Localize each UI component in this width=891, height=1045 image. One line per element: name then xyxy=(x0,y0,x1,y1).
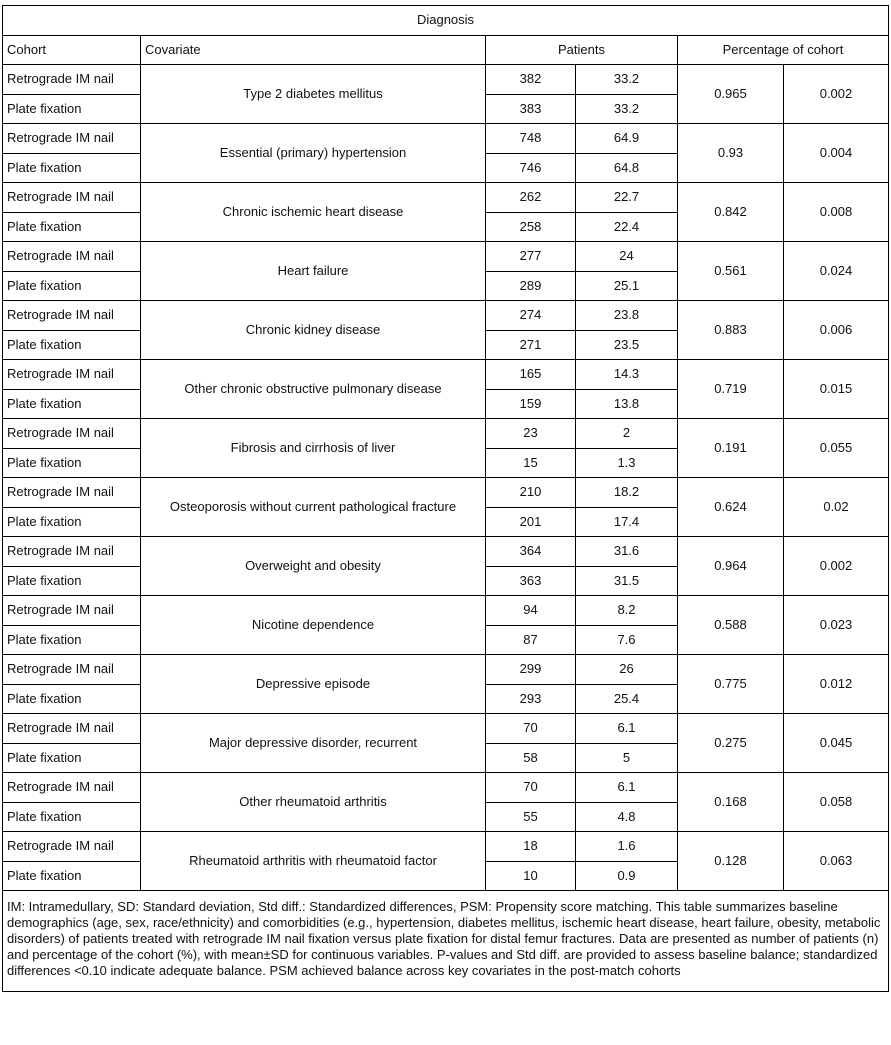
header-patients: Patients xyxy=(486,35,678,65)
patients-pct-cell: 8.2 xyxy=(576,596,678,626)
std-diff-cell: 0.004 xyxy=(784,124,889,183)
table-row xyxy=(3,773,889,803)
cohort-cell: Retrograde IM nail xyxy=(3,596,141,626)
std-diff-cell: 0.02 xyxy=(784,478,889,537)
cohort-cell: Plate fixation xyxy=(3,212,141,242)
patients-n-cell: 70 xyxy=(486,714,576,744)
patients-pct-cell: 22.7 xyxy=(576,183,678,213)
patients-pct-cell: 6.1 xyxy=(576,773,678,803)
table-row xyxy=(3,714,889,744)
patients-n-cell: 165 xyxy=(486,360,576,390)
std-diff-cell: 0.063 xyxy=(784,832,889,891)
patients-pct-cell: 17.4 xyxy=(576,507,678,537)
covariate-cell: Osteoporosis without current pathological fracture xyxy=(141,478,486,537)
table-row xyxy=(3,360,889,390)
patients-pct-cell: 25.4 xyxy=(576,684,678,714)
p-value-cell: 0.561 xyxy=(678,242,784,301)
covariate-cell: Type 2 diabetes mellitus xyxy=(141,65,486,124)
patients-pct-cell: 18.2 xyxy=(576,478,678,508)
table-row xyxy=(3,537,889,567)
table-row xyxy=(3,478,889,508)
covariate-cell: Chronic ischemic heart disease xyxy=(141,183,486,242)
table-row xyxy=(3,832,889,862)
table-row xyxy=(3,242,889,272)
patients-n-cell: 748 xyxy=(486,124,576,154)
covariate-cell: Other chronic obstructive pulmonary disease xyxy=(141,360,486,419)
patients-pct-cell: 22.4 xyxy=(576,212,678,242)
patients-n-cell: 363 xyxy=(486,566,576,596)
patients-n-cell: 87 xyxy=(486,625,576,655)
patients-n-cell: 159 xyxy=(486,389,576,419)
std-diff-cell: 0.023 xyxy=(784,596,889,655)
p-value-cell: 0.719 xyxy=(678,360,784,419)
cohort-cell: Plate fixation xyxy=(3,566,141,596)
header-percentage: Percentage of cohort xyxy=(678,35,889,65)
patients-n-cell: 383 xyxy=(486,94,576,124)
patients-n-cell: 258 xyxy=(486,212,576,242)
patients-pct-cell: 33.2 xyxy=(576,94,678,124)
p-value-cell: 0.883 xyxy=(678,301,784,360)
cohort-cell: Plate fixation xyxy=(3,507,141,537)
cohort-cell: Plate fixation xyxy=(3,625,141,655)
patients-n-cell: 23 xyxy=(486,419,576,449)
covariate-cell: Nicotine dependence xyxy=(141,596,486,655)
table-title-row xyxy=(3,6,889,36)
patients-pct-cell: 5 xyxy=(576,743,678,773)
std-diff-cell: 0.058 xyxy=(784,773,889,832)
covariate-cell: Depressive episode xyxy=(141,655,486,714)
p-value-cell: 0.128 xyxy=(678,832,784,891)
covariate-cell: Other rheumatoid arthritis xyxy=(141,773,486,832)
patients-pct-cell: 24 xyxy=(576,242,678,272)
table-row xyxy=(3,65,889,95)
patients-pct-cell: 31.6 xyxy=(576,537,678,567)
covariate-cell: Overweight and obesity xyxy=(141,537,486,596)
covariate-cell: Heart failure xyxy=(141,242,486,301)
std-diff-cell: 0.015 xyxy=(784,360,889,419)
std-diff-cell: 0.012 xyxy=(784,655,889,714)
cohort-cell: Retrograde IM nail xyxy=(3,183,141,213)
patients-n-cell: 10 xyxy=(486,861,576,891)
patients-pct-cell: 6.1 xyxy=(576,714,678,744)
p-value-cell: 0.191 xyxy=(678,419,784,478)
patients-n-cell: 210 xyxy=(486,478,576,508)
patients-pct-cell: 14.3 xyxy=(576,360,678,390)
patients-pct-cell: 31.5 xyxy=(576,566,678,596)
cohort-cell: Retrograde IM nail xyxy=(3,832,141,862)
std-diff-cell: 0.002 xyxy=(784,65,889,124)
patients-pct-cell: 23.8 xyxy=(576,301,678,331)
patients-n-cell: 94 xyxy=(486,596,576,626)
patients-n-cell: 55 xyxy=(486,802,576,832)
cohort-cell: Plate fixation xyxy=(3,802,141,832)
table-row xyxy=(3,655,889,685)
patients-n-cell: 18 xyxy=(486,832,576,862)
cohort-cell: Plate fixation xyxy=(3,330,141,360)
cohort-cell: Retrograde IM nail xyxy=(3,301,141,331)
patients-pct-cell: 23.5 xyxy=(576,330,678,360)
table-title: Diagnosis xyxy=(3,6,889,36)
patients-n-cell: 70 xyxy=(486,773,576,803)
table-row xyxy=(3,596,889,626)
covariate-cell: Rheumatoid arthritis with rheumatoid factor xyxy=(141,832,486,891)
patients-pct-cell: 64.8 xyxy=(576,153,678,183)
patients-pct-cell: 64.9 xyxy=(576,124,678,154)
cohort-cell: Retrograde IM nail xyxy=(3,242,141,272)
covariate-cell: Essential (primary) hypertension xyxy=(141,124,486,183)
patients-n-cell: 364 xyxy=(486,537,576,567)
p-value-cell: 0.624 xyxy=(678,478,784,537)
std-diff-cell: 0.006 xyxy=(784,301,889,360)
table-row xyxy=(3,183,889,213)
p-value-cell: 0.964 xyxy=(678,537,784,596)
p-value-cell: 0.588 xyxy=(678,596,784,655)
patients-n-cell: 58 xyxy=(486,743,576,773)
p-value-cell: 0.965 xyxy=(678,65,784,124)
patients-pct-cell: 4.8 xyxy=(576,802,678,832)
cohort-cell: Plate fixation xyxy=(3,389,141,419)
footnote-row xyxy=(3,891,889,992)
header-cohort: Cohort xyxy=(3,35,141,65)
std-diff-cell: 0.002 xyxy=(784,537,889,596)
covariate-cell: Chronic kidney disease xyxy=(141,301,486,360)
patients-n-cell: 201 xyxy=(486,507,576,537)
cohort-cell: Retrograde IM nail xyxy=(3,655,141,685)
patients-pct-cell: 33.2 xyxy=(576,65,678,95)
cohort-cell: Plate fixation xyxy=(3,448,141,478)
cohort-cell: Retrograde IM nail xyxy=(3,537,141,567)
patients-pct-cell: 0.9 xyxy=(576,861,678,891)
table-footnote: IM: Intramedullary, SD: Standard deviation, Std diff.: Standardized differences, PSM: Propensity score matching. This table summarizes baseline demographics (age, sex, race/ethnicity) and comorbidities (e.g., hypertension, diabetes mellitus, ischemic heart disease, heart failure, obesity, metabolic disorders) of patients treated with retrograde IM nail fixation versus plate fixation for distal femur fractures. Data are presented as number of patients (n) and percentage of the cohort (%), with mean±SD for continuous variables. P-values and Std diff. are provided to assess baseline balance; standardized differences <0.10 indicate adequate balance. PSM achieved balance across key covariates in the post-match cohorts xyxy=(3,891,889,992)
cohort-cell: Plate fixation xyxy=(3,94,141,124)
patients-n-cell: 289 xyxy=(486,271,576,301)
p-value-cell: 0.842 xyxy=(678,183,784,242)
cohort-cell: Retrograde IM nail xyxy=(3,478,141,508)
patients-n-cell: 271 xyxy=(486,330,576,360)
patients-pct-cell: 1.6 xyxy=(576,832,678,862)
std-diff-cell: 0.024 xyxy=(784,242,889,301)
cohort-cell: Plate fixation xyxy=(3,271,141,301)
p-value-cell: 0.775 xyxy=(678,655,784,714)
covariate-cell: Fibrosis and cirrhosis of liver xyxy=(141,419,486,478)
header-covariate: Covariate xyxy=(141,35,486,65)
cohort-cell: Retrograde IM nail xyxy=(3,124,141,154)
cohort-cell: Plate fixation xyxy=(3,684,141,714)
table-row xyxy=(3,124,889,154)
std-diff-cell: 0.055 xyxy=(784,419,889,478)
patients-pct-cell: 25.1 xyxy=(576,271,678,301)
cohort-cell: Plate fixation xyxy=(3,153,141,183)
cohort-cell: Plate fixation xyxy=(3,743,141,773)
patients-n-cell: 382 xyxy=(486,65,576,95)
std-diff-cell: 0.008 xyxy=(784,183,889,242)
patients-pct-cell: 13.8 xyxy=(576,389,678,419)
patients-n-cell: 299 xyxy=(486,655,576,685)
p-value-cell: 0.93 xyxy=(678,124,784,183)
diagnosis-table xyxy=(2,5,889,992)
p-value-cell: 0.168 xyxy=(678,773,784,832)
cohort-cell: Retrograde IM nail xyxy=(3,65,141,95)
patients-pct-cell: 1.3 xyxy=(576,448,678,478)
patients-n-cell: 274 xyxy=(486,301,576,331)
patients-n-cell: 746 xyxy=(486,153,576,183)
patients-n-cell: 15 xyxy=(486,448,576,478)
std-diff-cell: 0.045 xyxy=(784,714,889,773)
table-row xyxy=(3,301,889,331)
cohort-cell: Retrograde IM nail xyxy=(3,773,141,803)
covariate-cell: Major depressive disorder, recurrent xyxy=(141,714,486,773)
cohort-cell: Plate fixation xyxy=(3,861,141,891)
cohort-cell: Retrograde IM nail xyxy=(3,419,141,449)
cohort-cell: Retrograde IM nail xyxy=(3,714,141,744)
patients-pct-cell: 7.6 xyxy=(576,625,678,655)
patients-n-cell: 293 xyxy=(486,684,576,714)
cohort-cell: Retrograde IM nail xyxy=(3,360,141,390)
table-row xyxy=(3,419,889,449)
patients-pct-cell: 2 xyxy=(576,419,678,449)
patients-pct-cell: 26 xyxy=(576,655,678,685)
patients-n-cell: 277 xyxy=(486,242,576,272)
patients-n-cell: 262 xyxy=(486,183,576,213)
table-header-row xyxy=(3,35,889,65)
p-value-cell: 0.275 xyxy=(678,714,784,773)
